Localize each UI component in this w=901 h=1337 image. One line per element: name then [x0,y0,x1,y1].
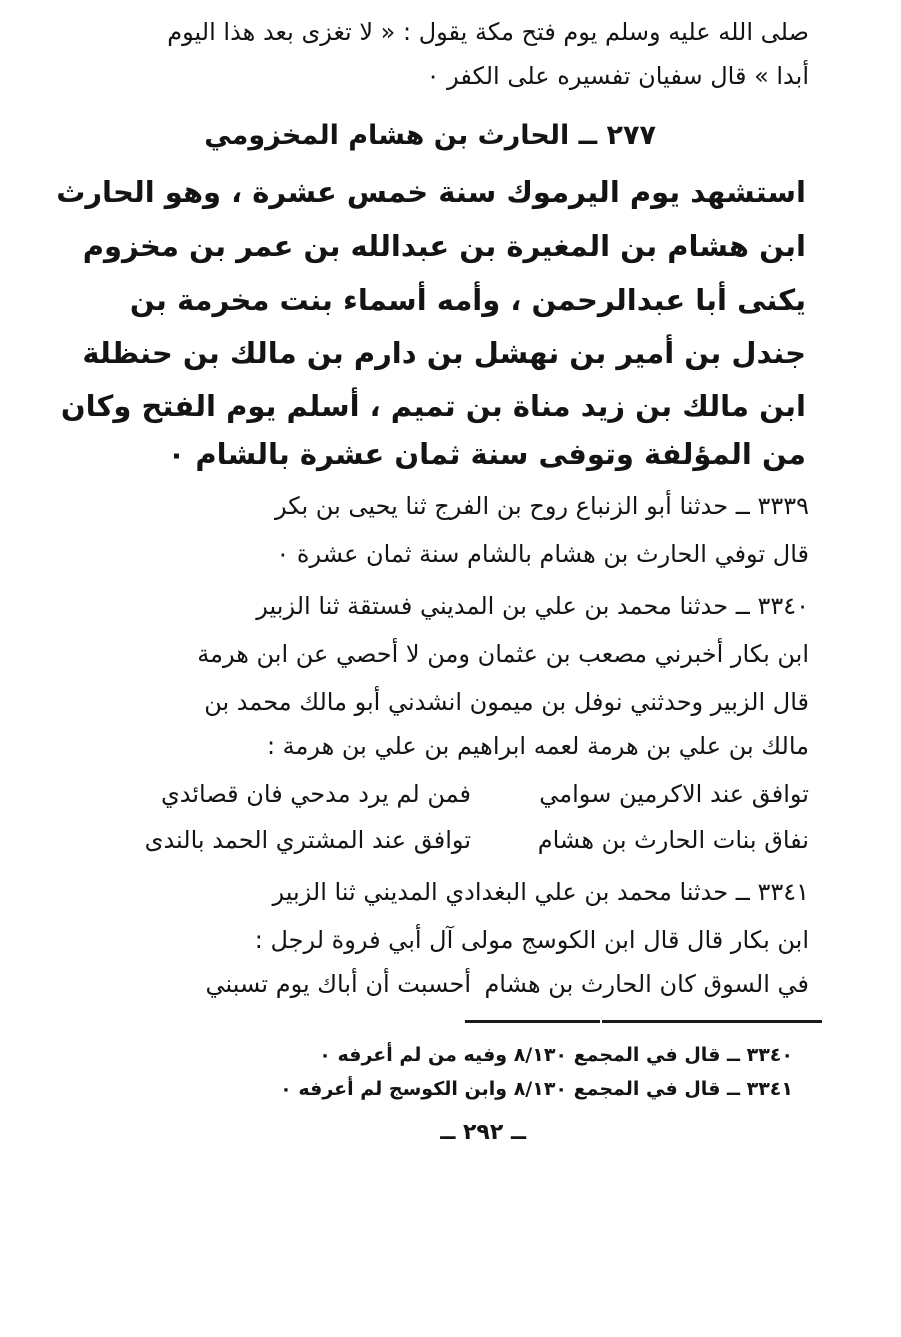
hadith-line: مالك بن علي بن هرمة لعمه ابراهيم بن علي بن هرمة : [266,732,809,760]
verse-hemistich-second: توافق عند الاكرمين سوامي [539,780,809,808]
verse-hemistich-second: نفاق بنات الحارث بن هشام [537,826,809,854]
hadith-line: ٣٣٣٩ ــ حدثنا أبو الزنباع روح بن الفرج ثنا يحيى بن بكر [275,492,809,520]
bio-line: جندل بن أمير بن نهشل بن دارم بن مالك بن حنظلة [82,336,806,370]
hadith-line: ابن بكار أخبرني مصعب بن عثمان ومن لا أحصي عن ابن هرمة [197,640,809,668]
footnote: ٣٣٤١ ــ قال في المجمع ٨/١٣٠ وابن الكوسج لم أعرفه ٠ [280,1078,793,1100]
footnote-divider [602,1020,822,1023]
page-number: ــ ٢٩٢ ــ [440,1120,526,1145]
hadith-line: ابن بكار قال قال ابن الكوسج مولى آل أبي فروة لرجل : [254,926,809,954]
text-line: أبدا » قال سفيان تفسيره على الكفر ٠ [426,62,809,90]
bio-line: من المؤلفة وتوفى سنة ثمان عشرة بالشام ٠ [167,437,806,471]
footnote: ٣٣٤٠ ــ قال في المجمع ٨/١٣٠ وفيه من لم أعرفه ٠ [319,1044,793,1066]
verse-hemistich-first: توافق عند المشتري الحمد بالندى [144,826,471,854]
hadith-line: ٣٣٤٠ ــ حدثنا محمد بن علي بن المديني فستقة ثنا الزبير [256,592,809,620]
hadith-line: ٣٣٤١ ــ حدثنا محمد بن علي البغدادي المديني ثنا الزبير [272,878,809,906]
entry-heading: ٢٧٧ ــ الحارث بن هشام المخزومي [204,120,656,151]
bio-line: ابن مالك بن زيد مناة بن تميم ، أسلم يوم الفتح وكان [60,389,806,423]
hadith-line: قال توفي الحارث بن هشام بالشام سنة ثمان عشرة ٠ [276,540,809,568]
verse-hemistich-first: فمن لم يرد مدحي فان قصائدي [160,780,471,808]
bio-line: استشهد يوم اليرموك سنة خمس عشرة ، وهو الحارث [56,175,806,209]
verse-hemistich-first: أحسبت أن أباك يوم تسبني [205,970,471,998]
verse-hemistich-second: في السوق كان الحارث بن هشام [484,970,809,998]
text-line: صلى الله عليه وسلم يوم فتح مكة يقول : « لا تغزى بعد هذا اليوم [167,18,809,46]
footnote-divider [465,1020,600,1023]
bio-line: يكنى أبا عبدالرحمن ، وأمه أسماء بنت مخرمة بن [129,283,806,317]
hadith-line: قال الزبير وحدثني نوفل بن ميمون انشدني أبو مالك محمد بن [204,688,809,716]
bio-line: ابن هشام بن المغيرة بن عبدالله بن عمر بن مخزوم [82,229,806,263]
